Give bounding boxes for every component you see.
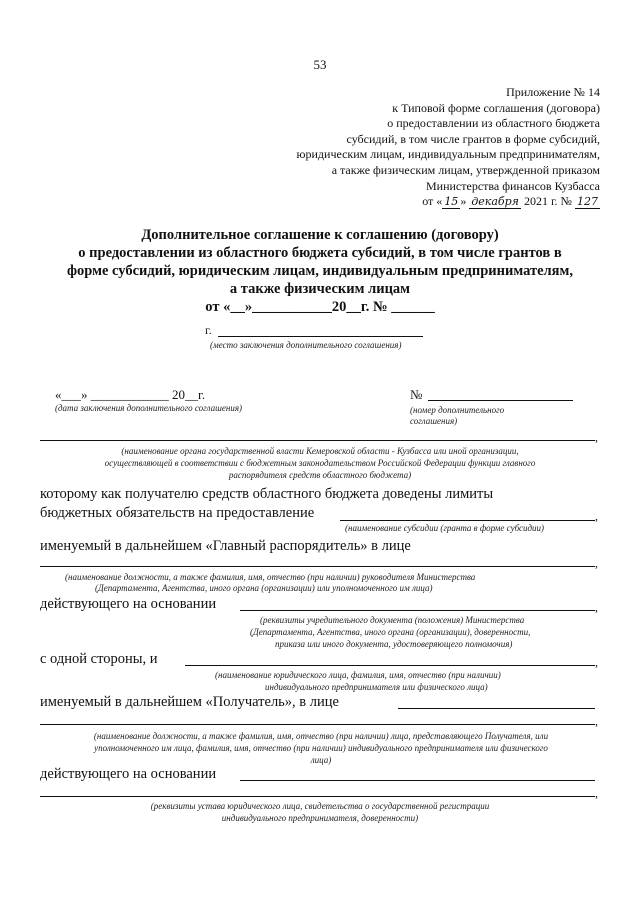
receiver-line-1 (398, 708, 595, 709)
date-year: 2021 г. № (523, 194, 572, 209)
agreement-number-line (428, 400, 573, 401)
date-sep: » (460, 194, 467, 209)
basis2-caption-2: индивидуального предпринимателя, доверенности) (221, 813, 419, 823)
appendix-line: Министерства финансов Кузбасса (426, 178, 600, 193)
chief-caption-1: (наименование должности, а также фамилия, имя, отчество (при наличии) руководителя Министерства (65, 572, 476, 582)
title-line: форме субсидий, юридическим лицам, индивидуальным предпринимателям, (66, 263, 574, 279)
basis2-line-2 (40, 796, 595, 797)
chief-caption-2: (Департамента, Агентства, иного органа (организации) или уполномоченного им лица) (95, 583, 433, 593)
subsidy-name-line (340, 520, 595, 521)
receiver-caption-1: (наименование должности, а также фамилия, имя, отчество (при наличии) лица, представляющего Получателя, или (93, 731, 549, 741)
title-line: Дополнительное соглашение к соглашению (договору) (141, 227, 499, 243)
appendix-line: а также физическим лицам, утвержденной приказом (331, 162, 600, 177)
agreement-number-caption-2: соглашения) (410, 416, 458, 426)
agreement-date-caption: (дата заключения дополнительного соглашения) (55, 403, 243, 413)
date-prefix: от « (422, 194, 443, 209)
appendix-line: Приложение № 14 (506, 85, 600, 99)
subsidy-caption: (наименование субсидии (гранта в форме субсидии) (345, 523, 545, 533)
place-caption: (место заключения дополнительного соглашения) (210, 340, 402, 350)
basis2-caption-1: (реквизиты устава юридического лица, свидетельства о государственной регистрации (150, 801, 490, 811)
receiver-text: именуемый в дальнейшем «Получатель», в лице (40, 694, 339, 710)
handwritten-order-number: 127 (577, 195, 598, 209)
appendix-block (180, 85, 600, 210)
agreement-number-caption-1: (номер дополнительного (410, 405, 505, 415)
page-number: 53 (313, 57, 327, 72)
limits-line-2: бюджетных обязательств на предоставление (40, 505, 315, 521)
one-side-text: с одной стороны, и (40, 651, 158, 667)
organ-line (40, 440, 595, 441)
basis1-caption-2: (Департамента, Агентства, иного органа (организации), доверенности, (250, 627, 531, 637)
one-side-caption-1: (наименование юридического лица, фамилия, имя, отчество (при наличии) (215, 670, 501, 680)
appendix-line: к Типовой форме соглашения (договора) (392, 100, 600, 115)
place-line (218, 336, 423, 337)
place-prefix: г. (205, 323, 212, 337)
chief-name-line (40, 566, 595, 567)
handwritten-day: 15 (444, 195, 459, 209)
basis1-text: действующего на основании (40, 596, 217, 612)
organ-caption-3: распорядителя средств областного бюджета) (228, 470, 412, 480)
title-line: о предоставлении из областного бюджета субсидий, в том числе грантов в (78, 245, 562, 261)
receiver-caption-2: уполномоченного им лица, фамилия, имя, отчество (при наличии) индивидуального предпринимателя или физического (94, 743, 548, 753)
limits-line-1: которому как получателю средств областного бюджета доведены лимиты (40, 486, 494, 502)
appendix-date-line (180, 194, 600, 210)
basis1-caption-3: приказа или иного документа, удостоверяющего полномочия) (275, 639, 513, 649)
title-line: а также физическим лицам (229, 281, 411, 297)
receiver-line-2 (40, 724, 595, 725)
handwritten-month: декабря (471, 195, 519, 209)
agreement-number-sign: № (410, 387, 423, 402)
title-from-line: от «__»___________20__г. № ______ (205, 299, 435, 315)
basis2-line-1 (240, 780, 595, 781)
one-side-caption-2: индивидуального предпринимателя или физического лица) (265, 682, 488, 692)
one-side-line (185, 665, 595, 666)
organ-caption-2: осуществляющей в соответствии с бюджетным законодательством Российской Федерации функции главного (104, 458, 536, 468)
receiver-caption-3: лица) (310, 755, 332, 765)
basis1-line (240, 610, 595, 611)
appendix-line: о предоставлении из областного бюджета (387, 116, 600, 131)
organ-caption-1: (наименование органа государственной власти Кемеровской области - Кузбасса или иной организации, (121, 446, 519, 456)
basis2-text: действующего на основании (40, 766, 217, 782)
document-title (40, 226, 600, 316)
agreement-date: «___» ____________ 20__г. (55, 387, 206, 402)
basis1-caption-1: (реквизиты учредительного документа (положения) Министерства (260, 615, 525, 625)
appendix-line: юридическим лицам, индивидуальным предпринимателям, (296, 147, 600, 162)
chief-line: именуемый в дальнейшем «Главный распорядитель» в лице (40, 538, 411, 554)
appendix-line: субсидий, в том числе грантов в форме субсидий, (346, 131, 600, 146)
